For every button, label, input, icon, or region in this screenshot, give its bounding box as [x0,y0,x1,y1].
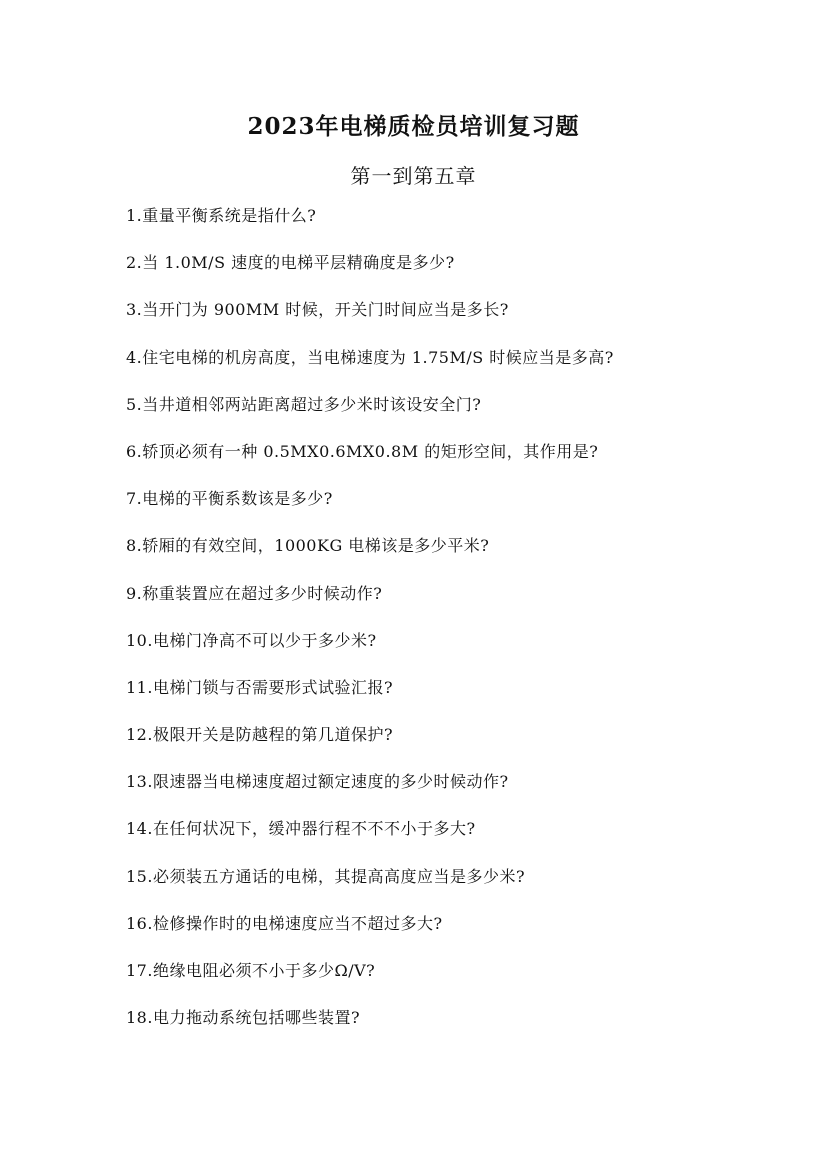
question-item: 10.电梯门净高不可以少于多少米? [126,630,377,650]
question-item: 3.当开门为 900MM 时候，开关门时间应当是多长? [126,300,509,320]
document-title: 2023年电梯质检员培训复习题 [247,113,580,140]
question-list [126,205,766,1054]
question-item: 8.轿厢的有效空间，1000KG 电梯该是多少平米? [126,536,490,556]
question-item: 17.绝缘电阻必须不小于多少Ω/V? [126,961,376,980]
question-item: 11.电梯门锁与否需要形式试验汇报? [126,677,394,697]
question-item: 13.限速器当电梯速度超过额定速度的多少时候动作? [126,772,509,792]
question-item: 2.当 1.0M/S 速度的电梯平层精确度是多少? [126,253,455,273]
chapter-subtitle: 第一到第五章 [350,164,477,188]
question-item: 14.在任何状况下，缓冲器行程不不不小于多大? [126,819,476,839]
question-item: 15.必须装五方通话的电梯，其提高高度应当是多少米? [126,866,526,886]
question-item: 5.当井道相邻两站距离超过多少米时该设安全门? [126,394,482,414]
question-item: 6.轿顶必须有一种 0.5MX0.6MX0.8M 的矩形空间，其作用是? [126,441,599,461]
question-item: 4.住宅电梯的机房高度，当电梯速度为 1.75M/S 时候应当是多高? [126,347,614,367]
question-item: 12.极限开关是防越程的第几道保护? [126,725,394,745]
question-item: 18.电力拖动系统包括哪些装置? [126,1008,361,1028]
question-item: 16.检修操作时的电梯速度应当不超过多大? [126,913,443,933]
question-item: 7.电梯的平衡系数该是多少? [126,489,333,509]
question-item: 1.重量平衡系统是指什么? [126,206,317,225]
question-item: 9.称重装置应在超过多少时候动作? [126,583,383,603]
